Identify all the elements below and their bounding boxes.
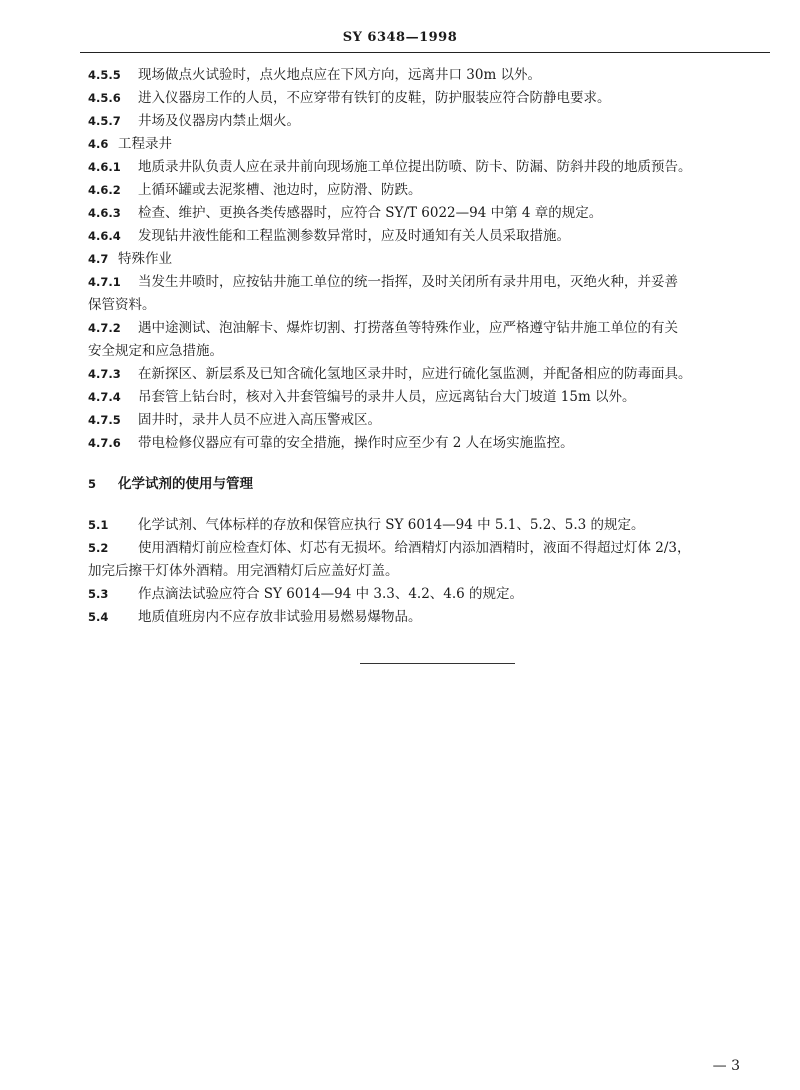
clause-number: 4.7 xyxy=(88,252,109,266)
subsection-title: 特殊作业 xyxy=(118,251,172,267)
clause-4-5-5 xyxy=(88,64,778,87)
clause-4-7-2 xyxy=(88,317,778,340)
clause-number: 4.7.4 xyxy=(88,390,121,404)
clause-number: 5.1 xyxy=(88,518,109,532)
clause-text: 吊套管上钻台时，核对入井套管编号的录井人员，应远离钻台大门坡道 15m 以外。 xyxy=(138,389,636,405)
clause-5-4 xyxy=(88,606,778,629)
clause-4-5-6 xyxy=(88,87,778,110)
clause-text: 使用酒精灯前应检查灯体、灯芯有无损坏。给酒精灯内添加酒精时，液面不得超过灯体 2/3， xyxy=(138,540,691,556)
subsection-4-7 xyxy=(88,248,778,271)
clause-4-7-1 xyxy=(88,271,778,294)
clause-number: 4.6.3 xyxy=(88,206,121,220)
section-number: 5 xyxy=(88,477,97,491)
clause-text: 井场及仪器房内禁止烟火。 xyxy=(138,113,300,129)
clause-text: 现场做点火试验时，点火地点应在下风方向，远离井口 30m 以外。 xyxy=(138,67,542,83)
section-5-heading xyxy=(88,473,778,496)
clause-number: 5.3 xyxy=(88,587,109,601)
clause-4-6-2 xyxy=(88,179,778,202)
clause-text: 地质录井队负责人应在录井前向现场施工单位提出防喷、防卡、防漏、防斜井段的地质预告。 xyxy=(138,159,692,175)
clause-text: 带电检修仪器应有可靠的安全措施，操作时应至少有 2 人在场实施监控。 xyxy=(138,435,574,451)
clause-4-7-3 xyxy=(88,363,778,386)
clause-number: 4.6.4 xyxy=(88,229,121,243)
clause-4-6-4 xyxy=(88,225,778,248)
clause-number: 4.5.7 xyxy=(88,114,121,128)
clause-4-7-5 xyxy=(88,409,778,432)
subsection-title: 工程录井 xyxy=(118,136,172,152)
clause-text: 在新探区、新层系及已知含硫化氢地区录井时，应进行硫化氢监测，并配备相应的防毒面具。 xyxy=(138,366,692,382)
clause-number: 4.5.6 xyxy=(88,91,121,105)
clause-4-6-3 xyxy=(88,202,778,225)
clause-5-2 xyxy=(88,537,778,560)
clause-text: 化学试剂、气体标样的存放和保管应执行 SY 6014—94 中 5.1、5.2、5.3 的规定。 xyxy=(138,517,645,533)
clause-continuation: 安全规定和应急措施。 xyxy=(88,343,223,359)
clause-4-7-4 xyxy=(88,386,778,409)
clause-number: 5.4 xyxy=(88,610,109,624)
clause-number: 4.7.1 xyxy=(88,275,121,289)
clause-4-6-1 xyxy=(88,156,778,179)
clause-text: 进入仪器房工作的人员，不应穿带有铁钉的皮鞋，防护服装应符合防静电要求。 xyxy=(138,90,611,106)
section-title: 化学试剂的使用与管理 xyxy=(118,476,253,492)
standard-code: SY 6348—1998 xyxy=(342,30,458,45)
end-of-document-rule xyxy=(360,663,515,664)
clause-number: 4.5.5 xyxy=(88,68,121,82)
clause-text: 遇中途测试、泡油解卡、爆炸切割、打捞落鱼等特殊作业，应严格遵守钻井施工单位的有关 xyxy=(138,320,678,336)
clause-text: 地质值班房内不应存放非试验用易燃易爆物品。 xyxy=(138,609,422,625)
clause-number: 4.6.1 xyxy=(88,160,121,174)
header-rule xyxy=(80,52,770,53)
clause-number: 4.7.5 xyxy=(88,413,121,427)
clause-number: 4.7.2 xyxy=(88,321,121,335)
clause-text: 检查、维护、更换各类传感器时，应符合 SY/T 6022—94 中第 4 章的规定。 xyxy=(138,205,603,221)
clause-text: 固井时，录井人员不应进入高压警戒区。 xyxy=(138,412,381,428)
document-body xyxy=(88,64,778,629)
clause-text: 当发生井喷时，应按钻井施工单位的统一指挥，及时关闭所有录井用电，灭绝火种，并妥善 xyxy=(138,274,678,290)
section-gap xyxy=(88,455,778,473)
clause-4-7-6 xyxy=(88,432,778,455)
clause-number: 4.7.6 xyxy=(88,436,121,450)
clause-text: 作点滴法试验应符合 SY 6014—94 中 3.3、4.2、4.6 的规定。 xyxy=(138,586,524,602)
clause-continuation: 加完后擦干灯体外酒精。用完酒精灯后应盖好灯盖。 xyxy=(88,563,399,579)
clause-5-3 xyxy=(88,583,778,606)
clause-continuation: 保管资料。 xyxy=(88,297,156,313)
clause-number: 4.6.2 xyxy=(88,183,121,197)
clause-number: 5.2 xyxy=(88,541,109,555)
clause-5-1 xyxy=(88,514,778,537)
page-number: — 3 xyxy=(712,1058,740,1074)
subsection-4-6 xyxy=(88,133,778,156)
clause-text: 上循环罐或去泥浆槽、池边时，应防滑、防跌。 xyxy=(138,182,422,198)
clause-text: 发现钻井液性能和工程监测参数异常时，应及时通知有关人员采取措施。 xyxy=(138,228,570,244)
clause-number: 4.7.3 xyxy=(88,367,121,381)
clause-4-5-7 xyxy=(88,110,778,133)
clause-number: 4.6 xyxy=(88,137,109,151)
section-gap xyxy=(88,496,778,514)
